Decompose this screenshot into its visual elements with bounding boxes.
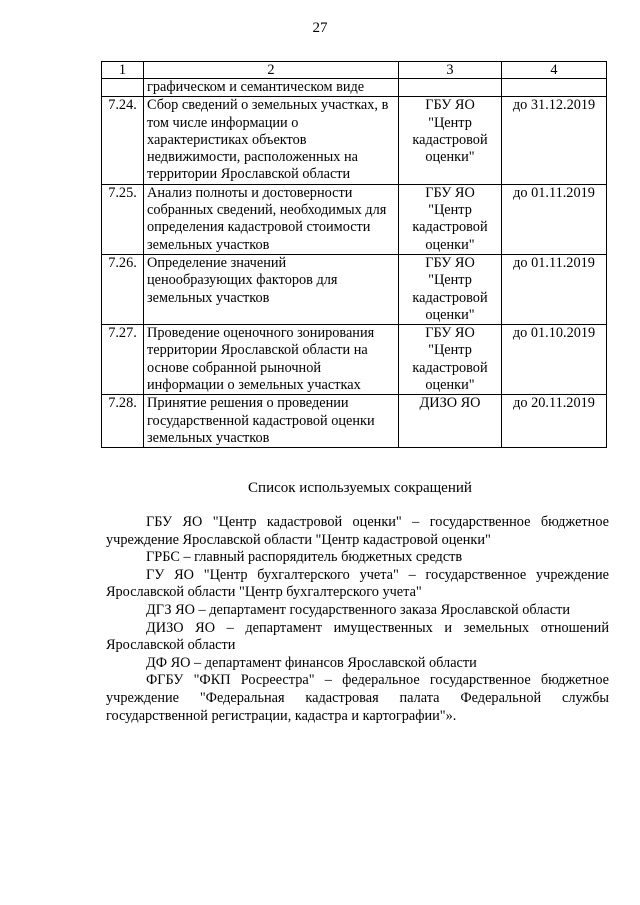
- column-header: 4: [502, 62, 607, 79]
- table-row: [102, 97, 607, 184]
- deadline-cell: до 01.11.2019: [502, 254, 607, 324]
- abbreviation-item: ГУ ЯО "Центр бухгалтерского учета" – государственное учреждение Ярославской области "Центр бухгалтерского учета": [106, 566, 609, 601]
- abbreviations-list: [106, 514, 609, 725]
- table-row: [102, 395, 607, 448]
- row-number: 7.28.: [102, 395, 144, 448]
- abbreviation-item: ФГБУ "ФКП Росреестра" – федеральное государственное бюджетное учреждение "Федеральная кадастровая палата Федеральной службы государственной регистрации, кадастра и картографии"».: [106, 672, 609, 724]
- organization-cell: ГБУ ЯО "Центр кадастровой оценки": [399, 325, 502, 395]
- abbreviation-item: ДГЗ ЯО – департамент государственного заказа Ярославской области: [146, 601, 570, 618]
- task-cell: Анализ полноты и достоверности собранных сведений, необходимых для определения кадастровой стоимости земельных участков: [144, 184, 399, 254]
- task-cell: графическом и семантическом виде: [144, 79, 399, 97]
- deadline-cell: до 31.12.2019: [502, 97, 607, 184]
- row-number: 7.26.: [102, 254, 144, 324]
- abbreviation-item: ДИЗО ЯО – департамент имущественных и земельных отношений Ярославской области: [106, 619, 609, 654]
- abbreviation-item: ГБУ ЯО "Центр кадастровой оценки" – государственное бюджетное учреждение Ярославской области "Центр кадастровой оценки": [106, 514, 609, 548]
- task-cell: Принятие решения о проведении государственной кадастровой оценки земельных участков: [144, 395, 399, 448]
- table-row: [102, 254, 607, 324]
- empty-cell: [502, 79, 607, 97]
- empty-cell: [102, 79, 144, 97]
- column-header: 2: [144, 62, 399, 79]
- deadline-cell: до 01.11.2019: [502, 184, 607, 254]
- table-row: [102, 184, 607, 254]
- task-cell: Проведение оценочного зонирования территории Ярославской области на основе собранной рыночной информации о земельных участках: [144, 325, 399, 395]
- plan-table: [101, 61, 607, 448]
- deadline-cell: до 01.10.2019: [502, 325, 607, 395]
- organization-cell: ГБУ ЯО "Центр кадастровой оценки": [399, 184, 502, 254]
- task-cell: Сбор сведений о земельных участках, в том числе информации о характеристиках объектов недвижимости, расположенных на территории Ярославской области: [144, 97, 399, 184]
- organization-cell: ГБУ ЯО "Центр кадастровой оценки": [399, 97, 502, 184]
- abbreviation-item: ДФ ЯО – департамент финансов Ярославской области: [146, 654, 477, 671]
- organization-cell: ДИЗО ЯО: [399, 395, 502, 448]
- deadline-cell: до 20.11.2019: [502, 395, 607, 448]
- row-number: 7.25.: [102, 184, 144, 254]
- column-header: 3: [399, 62, 502, 79]
- empty-cell: [399, 79, 502, 97]
- column-header: 1: [102, 62, 144, 79]
- abbreviation-item: ГРБС – главный распорядитель бюджетных средств: [146, 549, 463, 566]
- task-cell: Определение значений ценообразующих факторов для земельных участков: [144, 254, 399, 324]
- organization-cell: ГБУ ЯО "Центр кадастровой оценки": [399, 254, 502, 324]
- table-header-row: [102, 62, 607, 79]
- table-row-continuation: [102, 79, 607, 97]
- row-number: 7.24.: [102, 97, 144, 184]
- table-row: [102, 325, 607, 395]
- page-number: 27: [312, 20, 328, 36]
- abbreviations-title: Список используемых сокращений: [248, 480, 472, 496]
- row-number: 7.27.: [102, 325, 144, 395]
